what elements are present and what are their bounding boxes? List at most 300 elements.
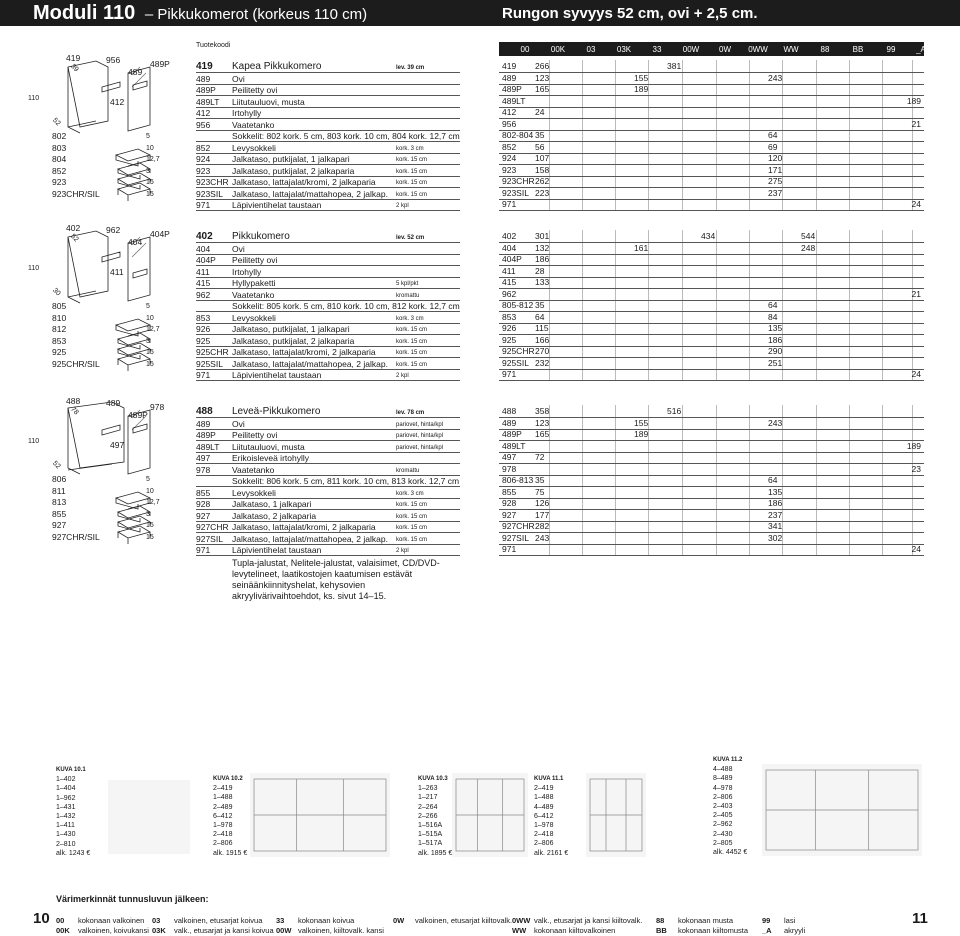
grid-line [582, 165, 583, 176]
legend-code: 99 [762, 916, 771, 925]
example-line: 1–962 [56, 794, 76, 802]
grid-line [582, 533, 583, 544]
price-row [499, 188, 924, 200]
grid-line [749, 405, 750, 417]
grid-line [912, 301, 913, 312]
price-value: 72 [535, 452, 545, 462]
product-note: lev. 78 cm [396, 410, 425, 416]
grid-line [782, 85, 783, 96]
grid-line [849, 73, 850, 84]
grid-line [749, 289, 750, 300]
price-value: 132 [535, 242, 550, 253]
grid-line [749, 108, 750, 119]
example-line: 2–962 [713, 821, 733, 829]
price-row [499, 510, 924, 522]
grid-line [816, 430, 817, 441]
price-value: 155 [634, 417, 649, 428]
part-label: 412 [110, 97, 125, 107]
product-code: 927CHR [196, 522, 229, 532]
legend-column [56, 916, 149, 935]
example-title: KUVA 10.1 [56, 767, 86, 773]
product-note: pariovet, hinta/kpl [396, 421, 444, 428]
grid-line [912, 278, 913, 289]
legend-item [656, 926, 748, 936]
grid-line [615, 301, 616, 312]
part-label: 497 [110, 440, 125, 450]
price-row [499, 165, 924, 177]
grid-line [912, 165, 913, 176]
product-description: Irtohylly [232, 266, 262, 277]
grid-line [682, 418, 683, 429]
legend-title: Värimerkinnät tunnusluvun jälkeen: [56, 894, 209, 904]
price-value: 165 [535, 84, 550, 94]
price-value: 166 [535, 334, 550, 345]
grid-line [549, 370, 550, 381]
price-row [499, 142, 924, 154]
grid-line [615, 499, 616, 510]
color-column-00W: 00W [682, 44, 700, 54]
base-height: 5 [146, 476, 150, 483]
grid-line [816, 324, 817, 335]
price-code: 923CHR [502, 176, 535, 186]
grid-line [782, 289, 783, 300]
price-row [499, 119, 924, 131]
grid-line [582, 545, 583, 556]
grid-line [615, 266, 616, 277]
grid-line [615, 108, 616, 119]
example-spec [56, 766, 90, 858]
legend-item [56, 926, 149, 936]
price-row [499, 255, 924, 267]
base-heights [146, 474, 160, 543]
part-label: 978 [150, 402, 165, 412]
product-row [196, 85, 460, 97]
price-value: 69 [768, 141, 778, 152]
grid-line [682, 60, 683, 72]
grid-line [816, 60, 817, 72]
price-value: 133 [535, 277, 550, 287]
grid-line [782, 200, 783, 211]
grid-line [782, 142, 783, 153]
product-row [196, 430, 460, 442]
grid-line [615, 453, 616, 464]
grid-line [716, 108, 717, 119]
grid-line [682, 154, 683, 165]
base-code: 855 [52, 508, 67, 519]
part-label: 411 [110, 267, 124, 277]
grid-line [549, 266, 550, 277]
grid-line [816, 255, 817, 266]
example-line: 2–489 [213, 803, 233, 811]
grid-line [882, 533, 883, 544]
example-line: 2–805 [713, 839, 733, 847]
grid-line [549, 464, 550, 475]
grid-line [682, 131, 683, 142]
height-label: 110 [28, 95, 40, 102]
color-column-88: 88 [820, 44, 830, 54]
grid-line [582, 453, 583, 464]
product-code: 971 [196, 370, 211, 380]
product-description: Kapea Pikkukomero [232, 61, 322, 72]
product-description: Peilitetty ovi [232, 430, 278, 440]
grid-line [749, 418, 750, 429]
grid-line [648, 499, 649, 510]
product-row [196, 545, 460, 557]
price-row [499, 418, 924, 430]
base-height: 3 [146, 167, 150, 175]
price-value: 275 [768, 176, 783, 186]
price-value: 155 [634, 72, 649, 83]
legend-code: BB [656, 925, 667, 935]
grid-line [912, 522, 913, 533]
grid-line [912, 131, 913, 142]
grid-line [582, 418, 583, 429]
legend-item [762, 926, 805, 936]
price-code: 419 [502, 61, 517, 71]
product-row [196, 266, 460, 278]
price-value: 135 [768, 486, 783, 497]
example-price: alk. 1243 € [56, 849, 91, 857]
product-code: 923 [196, 165, 211, 176]
price-code: 411 [502, 265, 516, 276]
grid-line [648, 255, 649, 266]
grid-line [716, 476, 717, 487]
grid-line [782, 405, 783, 417]
base-code: 927CHR/SIL [52, 531, 100, 542]
grid-line [682, 266, 683, 277]
grid-line [615, 510, 616, 521]
grid-line [782, 430, 783, 441]
grid-line [549, 289, 550, 300]
product-code: 404P [196, 255, 216, 265]
price-code: 488 [502, 406, 517, 416]
product-row [196, 289, 460, 301]
price-value: 35 [535, 475, 545, 485]
grid-line [582, 177, 583, 188]
product-code: 415 [196, 278, 211, 288]
module-title: Moduli 110 [33, 2, 136, 24]
color-column-99: 99 [886, 44, 896, 54]
grid-line [749, 370, 750, 381]
price-value: 123 [535, 417, 550, 428]
grid-line [749, 243, 750, 254]
example-line: 4–488 [713, 766, 733, 774]
grid-line [615, 441, 616, 452]
grid-line [615, 243, 616, 254]
price-code: 806-813 [502, 475, 534, 485]
grid-line [615, 230, 616, 242]
grid-line [816, 335, 817, 346]
base-code: 806 [52, 474, 67, 484]
product-description: Jalkataso, 1 jalkapari [232, 499, 312, 509]
product-row [196, 510, 460, 522]
grid-line [849, 441, 850, 452]
grid-line [749, 301, 750, 312]
example-line: 2–403 [713, 803, 733, 811]
legend-item [276, 926, 384, 936]
price-code: 853 [502, 311, 517, 322]
product-description: Levysokkeli [232, 312, 276, 323]
price-value: 266 [535, 61, 550, 71]
price-value: 24 [535, 107, 545, 117]
base-code: 923CHR/SIL [52, 188, 100, 199]
grid-line [582, 96, 583, 107]
grid-line [549, 301, 550, 312]
price-value: 120 [768, 153, 783, 163]
product-row [196, 60, 460, 73]
grid-line [882, 200, 883, 211]
product-code: 497 [196, 453, 211, 463]
base-height: 12,7 [146, 326, 160, 333]
example-line: 2–419 [213, 785, 233, 793]
grid-line [682, 405, 683, 417]
grid-line [648, 200, 649, 211]
grid-line [912, 499, 913, 510]
grid-line [648, 358, 649, 369]
product-description: Hyllypaketti [232, 278, 276, 288]
grid-line [912, 230, 913, 242]
grid-line [582, 522, 583, 533]
grid-line [782, 278, 783, 289]
base-code: 802 [52, 131, 67, 141]
grid-line [782, 301, 783, 312]
product-description: Liitutauluovi, musta [232, 441, 305, 452]
product-description: Jalkataso, putkijalat, 2 jalkaparia [232, 165, 355, 176]
price-value: 107 [535, 153, 550, 163]
grid-line [749, 476, 750, 487]
part-label: 956 [106, 55, 121, 65]
legend-code: 00 [56, 916, 65, 925]
grid-line [882, 230, 883, 242]
grid-line [912, 255, 913, 266]
product-note: lev. 39 cm [396, 65, 425, 71]
grid-line [682, 177, 683, 188]
grid-line [912, 177, 913, 188]
product-code: 927 [196, 510, 211, 521]
price-code: 923 [502, 164, 517, 175]
legend-column [512, 916, 642, 935]
price-code: 404 [502, 242, 517, 253]
product-code: 419 [196, 61, 213, 72]
width-label: 402 [66, 223, 81, 233]
grid-line [582, 370, 583, 381]
depth-label: 39 [69, 63, 80, 74]
product-description: Jalkataso, lattajalat/kromi, 2 jalkaparia [232, 522, 376, 532]
grid-line [882, 545, 883, 556]
grid-line [582, 441, 583, 452]
grid-line [816, 487, 817, 498]
grid-line [882, 255, 883, 266]
furniture-sketch [762, 764, 922, 856]
depth-info: Rungon syvyys 52 cm, ovi + 2,5 cm. [502, 5, 758, 22]
product-note: 5 kpl/pkt [396, 281, 419, 287]
example-title: KUVA 10.3 [418, 776, 448, 782]
legend-item [656, 916, 748, 926]
depth-label-side: 52 [51, 460, 62, 471]
product-description: Vaatetanko [232, 119, 275, 130]
product-code: 927SIL [196, 533, 223, 544]
product-description: Läpivientihelat taustaan [232, 545, 322, 555]
grid-line [816, 370, 817, 381]
price-value: 189 [906, 440, 921, 451]
grid-line [749, 188, 750, 199]
price-value: 24 [911, 544, 921, 554]
part-label: 489P [128, 410, 148, 420]
product-description: Jalkataso, putkijalat, 1 jalkapari [232, 324, 350, 334]
color-column-33: 33 [652, 44, 662, 54]
grid-line [648, 453, 649, 464]
product-row [196, 405, 460, 418]
legend-desc: lasi [784, 916, 796, 925]
grid-line [849, 358, 850, 369]
product-description: Levysokkeli [232, 487, 276, 498]
price-value: 243 [768, 417, 783, 428]
depth-label: 52 [69, 233, 80, 244]
price-code: 489 [502, 417, 517, 428]
grid-line [849, 154, 850, 165]
price-value: 186 [768, 498, 783, 508]
grid-line [882, 358, 883, 369]
grid-line [849, 278, 850, 289]
product-code: 928 [196, 499, 211, 509]
product-table [196, 405, 460, 556]
product-row [196, 453, 460, 465]
product-note: kork. 15 cm [396, 513, 428, 520]
page-number-right: 11 [912, 910, 928, 927]
example-line: 1–978 [213, 822, 233, 830]
grid-line [749, 430, 750, 441]
price-value: 24 [911, 199, 921, 209]
grid-line [882, 453, 883, 464]
base-height: 10 [146, 487, 154, 495]
product-note: kork. 15 cm [396, 180, 428, 186]
legend-item [276, 916, 384, 926]
example-line: 1–517A [418, 840, 443, 848]
grid-line [912, 108, 913, 119]
grid-line [648, 487, 649, 498]
grid-line [882, 335, 883, 346]
price-row [499, 335, 924, 347]
price-code: 926 [502, 323, 517, 333]
product-description: Peilitetty ovi [232, 85, 278, 95]
price-code: 415 [502, 277, 517, 287]
grid-line [716, 499, 717, 510]
grid-line [615, 154, 616, 165]
grid-line [882, 347, 883, 358]
grid-line [549, 131, 550, 142]
product-code: 923SIL [196, 188, 223, 199]
product-description: Jalkataso, 2 jalkaparia [232, 510, 317, 521]
grid-line [682, 324, 683, 335]
legend-desc: valkoinen, etusarjat koivua [174, 916, 263, 925]
grid-line [682, 312, 683, 323]
color-code-header [499, 42, 924, 56]
price-code: 924 [502, 153, 517, 163]
price-value: 64 [535, 311, 545, 322]
price-value: 158 [535, 164, 550, 175]
grid-line [615, 522, 616, 533]
product-note: lev. 52 cm [396, 235, 425, 241]
price-row [499, 405, 924, 418]
page-title [33, 2, 367, 25]
grid-line [849, 230, 850, 242]
base-code: 925 [52, 347, 67, 357]
price-value: 237 [768, 509, 783, 520]
grid-line [582, 142, 583, 153]
grid-line [582, 131, 583, 142]
product-code: 924 [196, 154, 211, 164]
grid-line [882, 476, 883, 487]
grid-line [615, 324, 616, 335]
grid-line [782, 243, 783, 254]
grid-line [582, 200, 583, 211]
height-label: 110 [28, 265, 40, 272]
example-line: 1–431 [56, 803, 76, 811]
grid-line [882, 96, 883, 107]
grid-line [648, 533, 649, 544]
price-row [499, 289, 924, 301]
grid-line [716, 312, 717, 323]
grid-line [582, 358, 583, 369]
width-label: 419 [66, 53, 81, 63]
part-label: 489P [150, 59, 170, 69]
base-height: 12,7 [146, 156, 160, 163]
base-height: 3 [146, 337, 150, 345]
grid-line [749, 335, 750, 346]
grid-line [816, 108, 817, 119]
legend-code: 03 [152, 916, 161, 925]
price-value: 341 [768, 521, 783, 531]
product-code: 489 [196, 418, 211, 429]
price-code: 925SIL [502, 357, 529, 368]
grid-line [615, 487, 616, 498]
grid-line [549, 545, 550, 556]
furniture-sketch [250, 773, 390, 857]
product-note: kork. 15 cm [396, 502, 428, 508]
grid-line [582, 499, 583, 510]
price-value: 270 [535, 346, 550, 356]
grid-line [648, 522, 649, 533]
grid-line [912, 418, 913, 429]
legend-item [152, 926, 274, 936]
price-row [499, 200, 924, 212]
grid-line [615, 405, 616, 417]
price-code: 805-812 [502, 300, 534, 310]
product-description: Leveä-Pikkukomero [232, 406, 321, 417]
price-code: 489LT [502, 95, 526, 106]
price-row [499, 476, 924, 488]
example-line: 1–217 [418, 794, 438, 802]
price-code: 489LT [502, 440, 526, 451]
example-line: 1–411 [56, 822, 75, 830]
grid-line [615, 119, 616, 130]
grid-line [882, 266, 883, 277]
grid-line [816, 312, 817, 323]
grid-line [849, 510, 850, 521]
product-row [196, 230, 460, 243]
grid-line [816, 545, 817, 556]
grid-line [882, 522, 883, 533]
grid-line [816, 441, 817, 452]
base-height: 15 [146, 179, 154, 186]
grid-line [782, 230, 783, 242]
product-row [196, 499, 460, 511]
base-codes [52, 131, 100, 200]
product-code: 488 [196, 406, 213, 417]
price-row [499, 358, 924, 370]
grid-line [816, 358, 817, 369]
grid-line [615, 255, 616, 266]
